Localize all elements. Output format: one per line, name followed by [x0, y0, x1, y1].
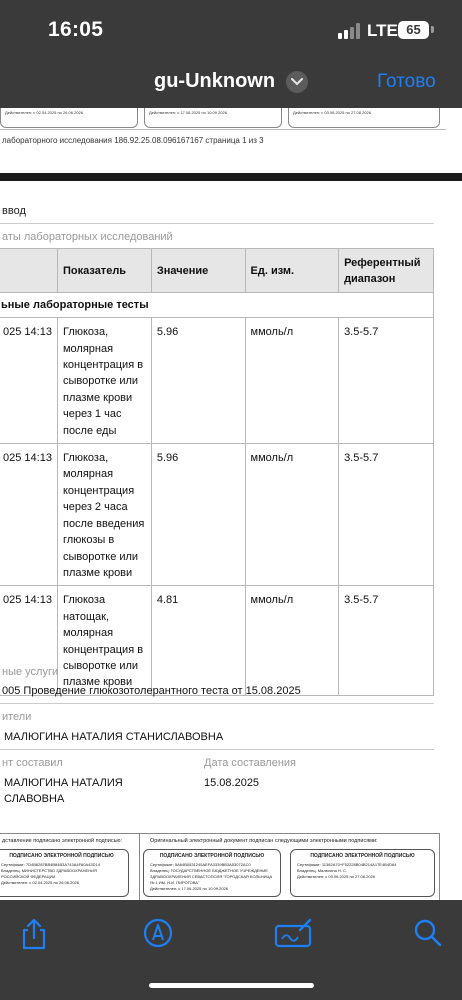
executors-value: МАЛЮГИНА НАТАЛИЯ СТАНИСЛАВОВНА [4, 731, 224, 743]
table-caption: аты лабораторных исследований [2, 231, 173, 243]
cell-indicator: Глюкоза натощак, молярная концентрация в сыворотке или плазме крови [57, 586, 151, 695]
signature-icon[interactable] [274, 918, 314, 948]
cell-value: 5.96 [151, 318, 245, 444]
signature-card: ПОДПИСАНО ЭЛЕКТРОННОЙ ПОДПИСЬЮ Сертификат: 5A64B0531245AEFA3339BB3A53072AC0 Владелец: ГОСУДАРСТВЕННОЕ БЮДЖЕТНОЕ УЧРЕЖДЕНИЕ ЗДРАВООХРАНЕНИЯ СЕВАСТОПОЛЯ "ГОРОДСКАЯ БОЛЬНИЦА № 1 ИМ. Н.И. ПИРОГОВА" Действителен: с 17.06.2025 по 10.09.2026 [143, 849, 281, 897]
divider [0, 749, 434, 750]
signature-strip-bottom [0, 833, 440, 900]
network-type: LTE [367, 21, 398, 40]
services-value: 005 Проведение глюкозотолерантного теста от 15.08.2025 [2, 685, 301, 697]
cell-unit: ммоль/л [245, 444, 339, 586]
cell-date: 025 14:13 [0, 444, 57, 586]
divider [0, 223, 434, 224]
search-icon[interactable] [413, 918, 443, 948]
table-group-row [0, 292, 434, 317]
cell-date: 025 14:13 [0, 318, 57, 444]
document-page-2 [0, 181, 462, 900]
markup-icon[interactable] [143, 918, 173, 948]
date-label: Дата составления [204, 757, 296, 769]
column-header-indicator: Показатель [57, 249, 151, 293]
chevron-down-icon[interactable] [286, 71, 308, 93]
lab-results-table [0, 248, 434, 696]
services-label: ные услуги [2, 666, 59, 678]
cell-range: 3.5-5.7 [339, 318, 434, 444]
status-time: 16:05 [48, 18, 104, 41]
section-title: ввод [2, 205, 26, 217]
cellular-signal-icon [338, 23, 362, 39]
table-row [0, 444, 434, 586]
document-page-1 [0, 108, 462, 173]
top-bar [0, 0, 462, 108]
table-header-row [0, 249, 434, 293]
share-icon[interactable] [19, 918, 49, 948]
column-header-value: Значение [151, 249, 245, 293]
battery-icon: 65 [398, 21, 429, 39]
cell-unit: ммоль/л [245, 318, 339, 444]
cell-range: 3.5-5.7 [339, 586, 434, 695]
document-title[interactable]: gu-Unknown [154, 70, 276, 92]
done-button[interactable]: Готово [377, 71, 436, 92]
cell-value: 4.81 [151, 586, 245, 695]
home-indicator[interactable] [149, 983, 314, 988]
signature-divider [139, 834, 140, 900]
author-value-line1: МАЛЮГИНА НАТАЛИЯ [4, 777, 123, 789]
cell-indicator: Глюкоза, молярная концентрация через 2 часа после введения глюкозы в сыворотке или плазме крови [57, 444, 151, 586]
signature-strip-top [0, 108, 446, 130]
column-header-unit: Ед. изм. [245, 249, 339, 293]
author-label: нт составил [2, 757, 63, 769]
author-value-line2: СЛАВОВНА [4, 793, 65, 805]
table-row [0, 318, 434, 444]
signature-card: ПОДПИСАНО ЭЛЕКТРОННОЙ ПОДПИСЬЮ Сертификат: 7D4B6287BB4B84B3A743A4F60A43D14 Владелец: МИНИСТЕРСТВО ЗДРАВООХРАНЕНИЯ РОССИЙСКОЙ ФЕДЕРАЦИИ Действителен: с 02.04.2025 по 26.06.2026 [0, 849, 129, 897]
column-header-date [0, 249, 57, 293]
table-row [0, 586, 434, 695]
signature-box: Действителен: с 03.06.2025 по 27.08.2026 [288, 108, 440, 128]
signature-left-header: дставление подписано электронной подписью: [2, 838, 123, 844]
group-label: ьные лабораторные тесты [0, 292, 434, 317]
cell-unit: ммоль/л [245, 586, 339, 695]
page-gap [0, 173, 462, 181]
date-value: 15.08.2025 [204, 777, 260, 789]
divider [0, 703, 434, 704]
cell-indicator: Глюкоза, молярная концентрация в сыворотке или плазме крови через 1 час после еды [57, 318, 151, 444]
page-footer: лабораторного исследования 186.92.25.08.096167167 страница 1 из 3 [2, 136, 264, 145]
cell-value: 5.96 [151, 444, 245, 586]
signature-box: Действителен: с 17.06.2025 по 10.09.2026 [144, 108, 282, 128]
signature-box: Действителен: с 02.04.2025 по 26.06.2026 [0, 108, 138, 128]
cell-range: 3.5-5.7 [339, 444, 434, 586]
signature-card: ПОДПИСАНО ЭЛЕКТРОННОЙ ПОДПИСЬЮ Сертификат: 11382A70+F52228B04B214A17E4B4D64 Владелец: Малюгина Н. С. Действителен: с 03.06.2025 по 27.08.2026 [290, 849, 435, 897]
column-header-range: Референтный диапазон [339, 249, 434, 293]
executors-label: ители [2, 711, 32, 723]
cell-date: 025 14:13 [0, 586, 57, 695]
signature-right-header: Оригинальный электронный документ подписан следующими электронными подписями: [150, 838, 378, 844]
battery-tip [431, 26, 434, 33]
